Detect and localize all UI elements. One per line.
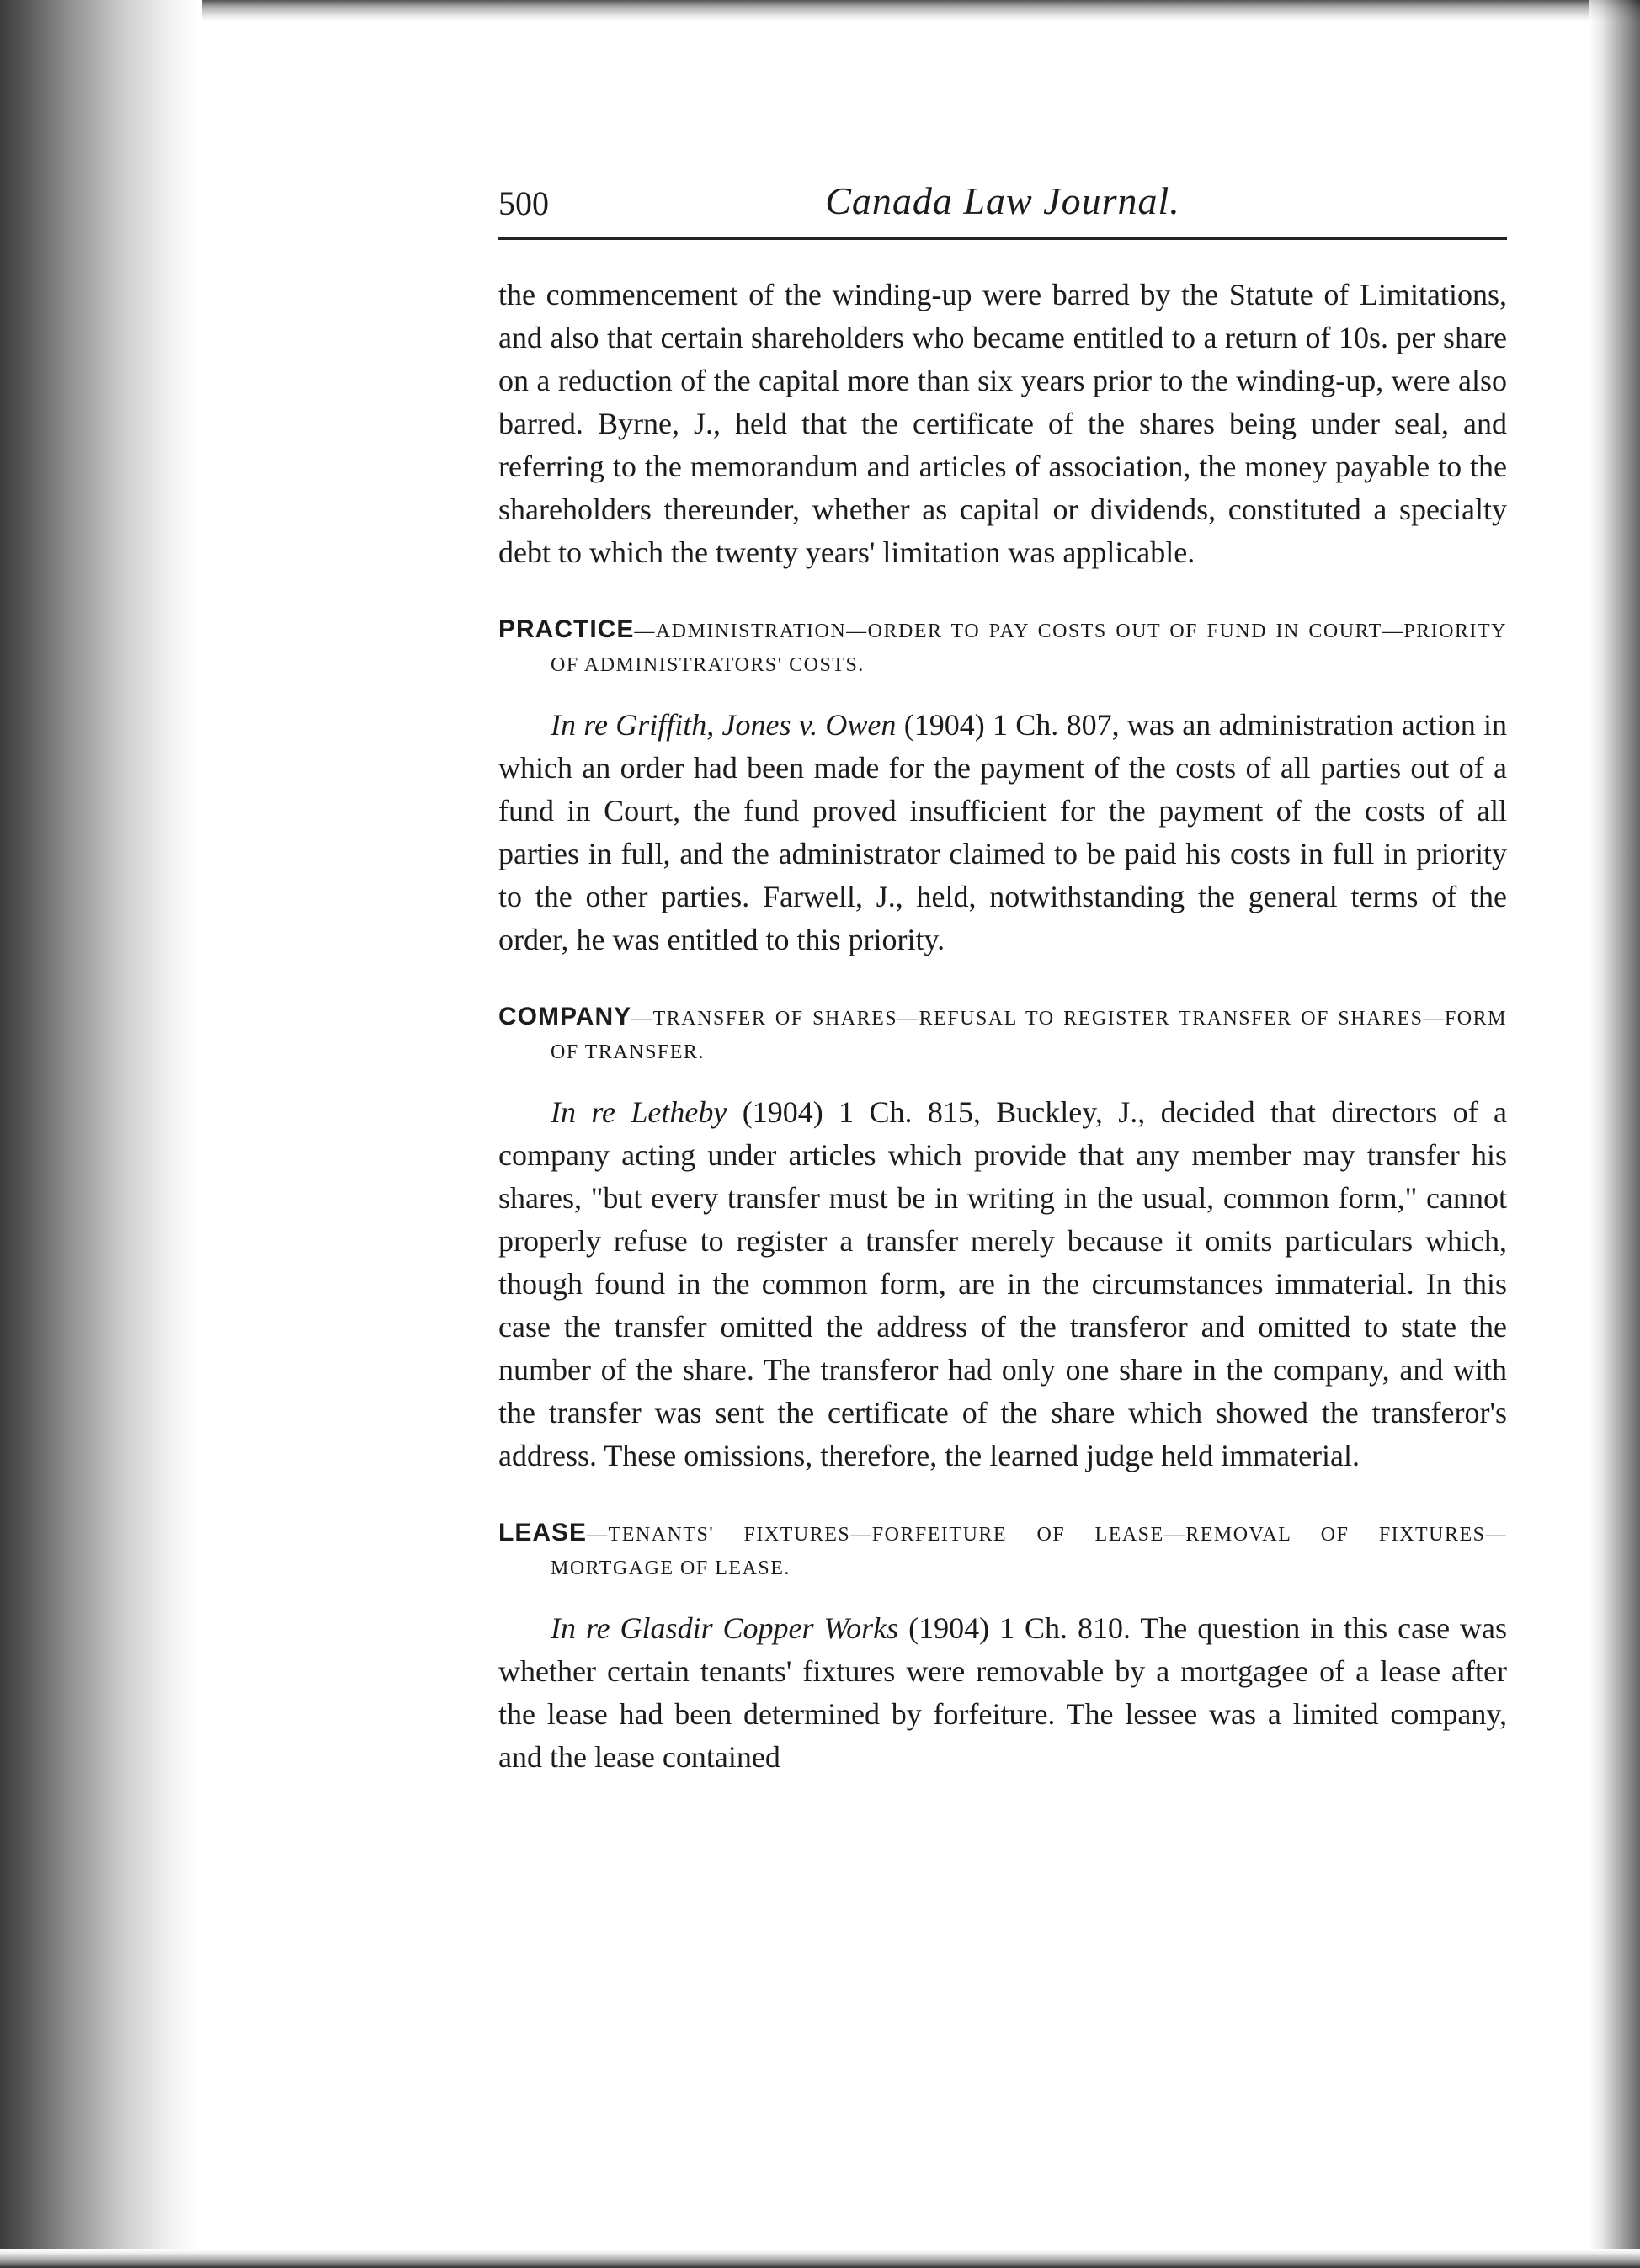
scan-shadow-right	[1589, 0, 1640, 2268]
running-header	[498, 178, 1507, 240]
scan-shadow-left	[0, 0, 202, 2268]
heading-headnote: —TRANSFER OF SHARES—REFUSAL TO REGISTER TRANSFER OF SHARES—FORM OF TRANSFER.	[551, 1008, 1507, 1063]
scan-shadow-top	[202, 0, 1640, 22]
heading-topic: COMPANY	[498, 1003, 632, 1030]
heading-headnote: —TENANTS' FIXTURES—FORFEITURE OF LEASE—REMOVAL OF FIXTURES—MORTGAGE OF LEASE.	[551, 1524, 1507, 1579]
section-heading-company	[498, 1000, 1507, 1069]
section-heading-practice	[498, 613, 1507, 682]
heading-topic: LEASE	[498, 1519, 588, 1547]
scan-shadow-bottom	[0, 2249, 1640, 2268]
opening-paragraph: the commencement of the winding-up were barred by the Statute of Limitations, and also that certain shareholders who became entitled to a return of 10s. per share on a reduction of the capital more than six years prior to the winding-up, were also barred. Byrne, J., held that the certificate of the shares being under seal, and referring to the memorandum and articles of association, the money payable to the shareholders thereunder, whether as capital or dividends, constituted a specialty debt to which the twenty years' limitation was applicable.	[498, 278, 1507, 569]
case-text: (1904) 1 Ch. 807, was an administration action in which an order had been made for the payment of the costs of all parties out of a fund in Court, the fund proved insufficient for the payment of the costs of all parties in full, and the administrator claimed to be paid his costs in full in priority to the other parties. Farwell, J., held, notwithstanding the general terms of the order, he was entitled to this priority.	[498, 708, 1507, 956]
page-body	[498, 178, 1507, 1779]
section-paragraph-company	[498, 1091, 1507, 1477]
case-text: (1904) 1 Ch. 815, Buckley, J., decided that directors of a company acting under articles which provide that any member may transfer his shares, "but every transfer must be in writing in the usual, common form," cannot properly refuse to register a transfer merely because it omits particulars which, though found in the common form, are in the circumstances immaterial. In this case the transfer omitted the address of the transferor and omitted to state the number of the share. The transferor had only one share in the company, and with the transfer was sent the certificate of the share which showed the transferor's address. These omissions, therefore, the learned judge held immaterial.	[498, 1095, 1507, 1472]
section-heading-lease	[498, 1516, 1507, 1585]
journal-title: Canada Law Journal.	[825, 179, 1180, 222]
case-name: In re Letheby	[551, 1095, 727, 1129]
case-name: In re Glasdir Copper Works	[551, 1611, 899, 1645]
section-paragraph-lease	[498, 1607, 1507, 1779]
heading-headnote: —ADMINISTRATION—ORDER TO PAY COSTS OUT OF FUND IN COURT—PRIORITY OF ADMINISTRATORS' COSTS.	[551, 620, 1507, 676]
case-text: (1904) 1 Ch. 810. The question in this case was whether certain tenants' fixtures were removable by a mortgagee of a lease after the lease had been determined by forfeiture. The lessee was a limited company, and the lease contained	[498, 1611, 1508, 1774]
section-paragraph-practice	[498, 704, 1507, 961]
case-name: In re Griffith, Jones v. Owen	[551, 708, 897, 742]
page-number: 500	[498, 184, 549, 222]
heading-topic: PRACTICE	[498, 615, 635, 643]
